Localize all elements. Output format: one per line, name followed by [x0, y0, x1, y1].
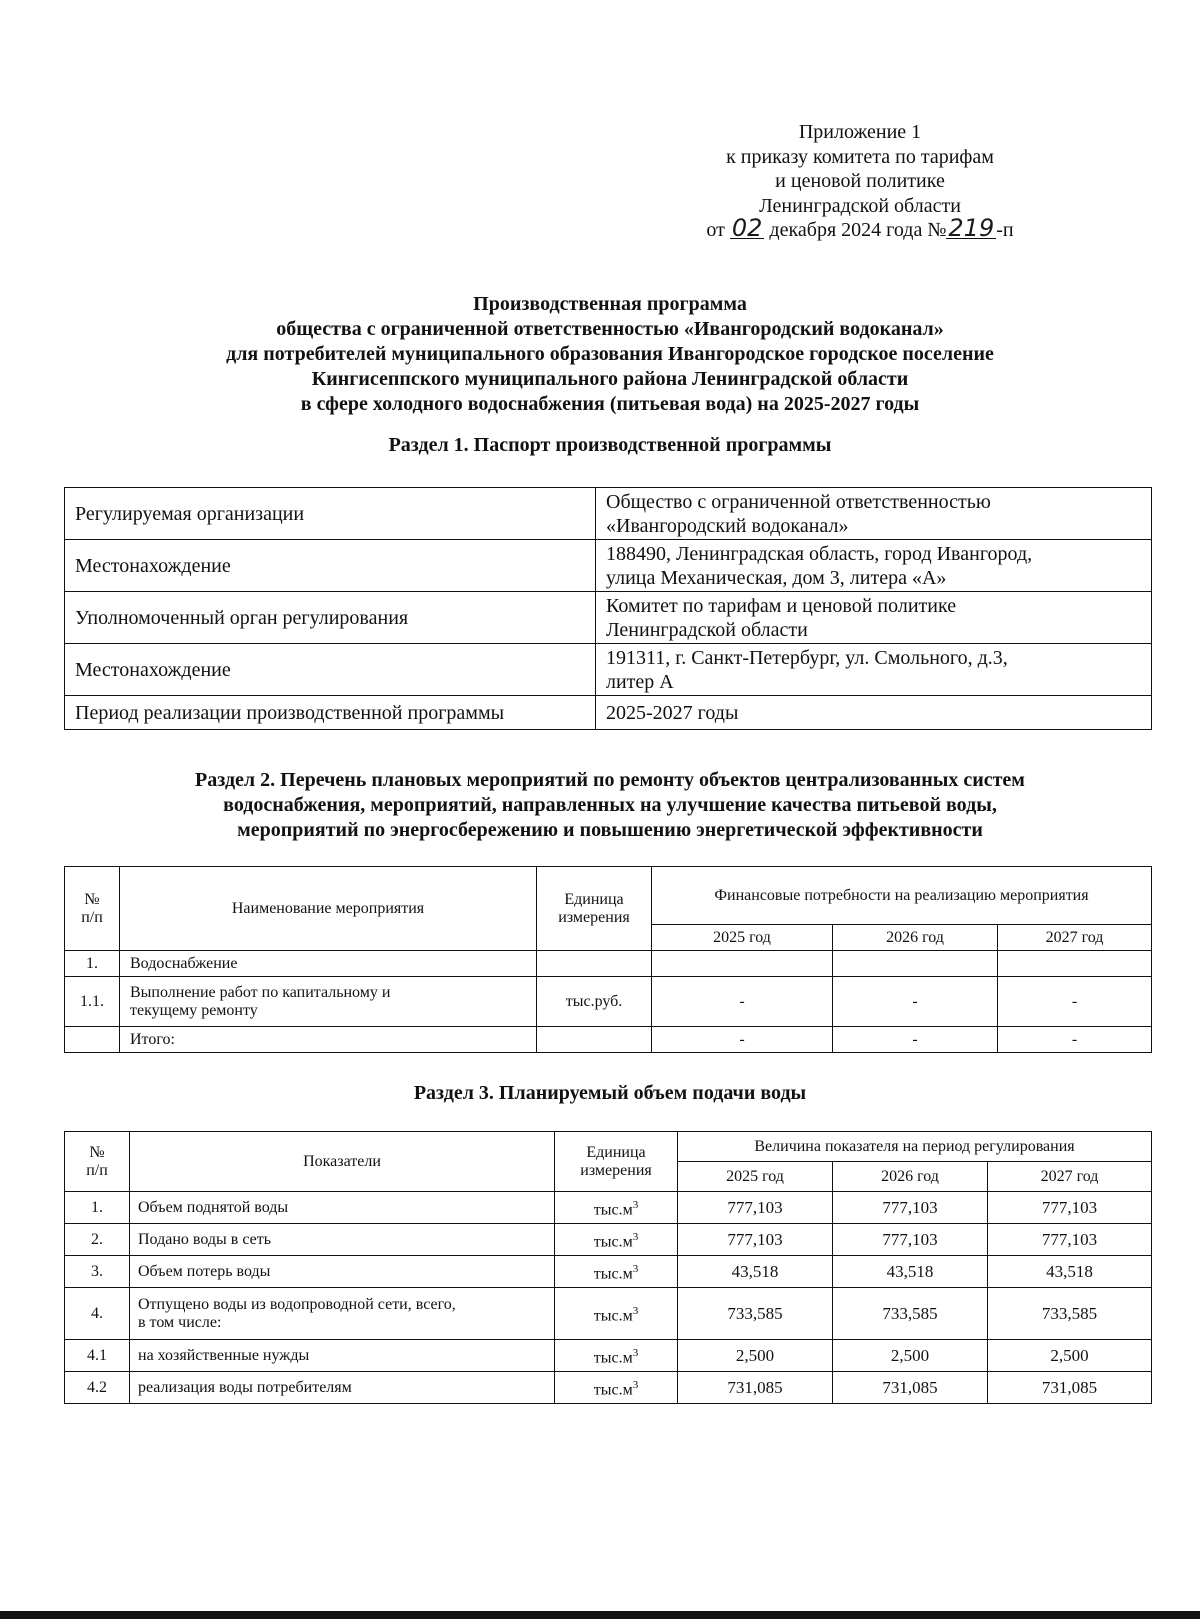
section2-heading-line-3: мероприятий по энергосбережению и повышению энергетической эффективности: [237, 819, 983, 841]
passport-key: Местонахождение: [65, 644, 596, 696]
cell-name-line: Отпущено воды из водопроводной сети, всего,: [138, 1295, 456, 1313]
cell-2027: 731,085: [988, 1372, 1152, 1404]
cell-2027: 43,518: [988, 1256, 1152, 1288]
col-header-num-line: п/п: [86, 1161, 108, 1179]
cell-name: Объем поднятой воды: [130, 1192, 555, 1224]
cell-2027: -: [998, 1027, 1152, 1053]
cell-name-line: в том числе:: [138, 1313, 222, 1331]
cell-2026: 733,585: [833, 1288, 988, 1340]
unit-sup: 3: [632, 1378, 639, 1391]
cell-unit: тыс.руб.: [537, 977, 652, 1027]
cell-name: Подано воды в сеть: [130, 1224, 555, 1256]
annex-order-number: 219: [948, 214, 995, 242]
unit-base: тыс.м: [593, 1349, 633, 1367]
cell-unit: [537, 1027, 652, 1053]
passport-key: Уполномоченный орган регулирования: [65, 592, 596, 644]
cell-unit: [555, 1192, 678, 1224]
cell-2026: 2,500: [833, 1340, 988, 1372]
col-header-num-line: №: [89, 1143, 105, 1161]
col-header-num-line: п/п: [81, 908, 103, 926]
scan-edge-line: [0, 1611, 1200, 1619]
passport-value: [596, 592, 1152, 644]
cell-2026: -: [833, 977, 998, 1027]
table-header-row: [65, 867, 1152, 925]
passport-key: Регулируемая организации: [65, 488, 596, 540]
unit-base: тыс.м: [593, 1201, 633, 1219]
cell-num: 4.1: [65, 1340, 130, 1372]
cell-name-line: Выполнение работ по капитальному и: [130, 983, 391, 1001]
program-title-line-5: в сфере холодного водоснабжения (питьевая вода) на 2025-2027 годы: [300, 393, 920, 415]
table-row: [65, 1027, 1152, 1053]
program-title-line-1: Производственная программа: [473, 293, 747, 315]
table-header-row: [65, 1132, 1152, 1162]
unit-sup: 3: [632, 1346, 639, 1359]
col-header-unit: [555, 1132, 678, 1192]
passport-table: [64, 487, 1152, 730]
passport-value: [596, 644, 1152, 696]
program-title-line-4: Кингисеппского муниципального района Ленинградской области: [311, 368, 909, 390]
cell-2025: 733,585: [678, 1288, 833, 1340]
passport-value-line: литер А: [606, 670, 674, 693]
cell-2025: 43,518: [678, 1256, 833, 1288]
program-title-line-2: общества с ограниченной ответственностью «Ивангородский водоканал»: [276, 318, 944, 340]
table-row: [65, 488, 1152, 540]
table-row: [65, 951, 1152, 977]
cell-unit: [555, 1340, 678, 1372]
cell-2026: 777,103: [833, 1192, 988, 1224]
unit-sup: 3: [632, 1198, 639, 1211]
cell-num: 4.2: [65, 1372, 130, 1404]
cell-2027: [998, 951, 1152, 977]
cell-num: [65, 1027, 120, 1053]
unit-sup: 3: [632, 1230, 639, 1243]
unit-base: тыс.м: [593, 1233, 633, 1251]
col-header-finance: Финансовые потребности на реализацию мероприятия: [652, 867, 1152, 925]
cell-name: на хозяйственные нужды: [130, 1340, 555, 1372]
passport-value-line: улица Механическая, дом 3, литера «А»: [606, 566, 947, 589]
annex-date-line: [660, 214, 1060, 243]
annex-date-prefix: от: [706, 219, 725, 241]
volume-table: [64, 1131, 1152, 1404]
cell-unit: [555, 1256, 678, 1288]
cell-2025: 777,103: [678, 1192, 833, 1224]
cell-2026: -: [833, 1027, 998, 1053]
program-title-line-3: для потребителей муниципального образования Ивангородское городское поселение: [226, 343, 994, 365]
passport-value-line: 191311, г. Санкт-Петербург, ул. Смольного, д.3,: [606, 646, 1008, 669]
passport-value: [596, 540, 1152, 592]
cell-2025: -: [652, 977, 833, 1027]
cell-num: 1.: [65, 951, 120, 977]
annex-date-day: 02: [731, 214, 763, 242]
cell-name-line: текущему ремонту: [130, 1001, 258, 1019]
col-header-unit-line: измерения: [558, 908, 630, 926]
cell-2027: 777,103: [988, 1192, 1152, 1224]
annex-line-2: к приказу комитета по тарифам: [726, 145, 994, 168]
unit-base: тыс.м: [593, 1265, 633, 1283]
table-row: [65, 1288, 1152, 1340]
cell-2025: -: [652, 1027, 833, 1053]
col-header-2027: 2027 год: [988, 1162, 1152, 1192]
table-row: [65, 1224, 1152, 1256]
passport-key: Период реализации производственной программы: [65, 696, 596, 730]
passport-value-line: «Ивангородский водоканал»: [606, 514, 849, 537]
col-header-num: [65, 867, 120, 951]
passport-value-line: Общество с ограниченной ответственностью: [606, 490, 991, 513]
col-header-period: Величина показателя на период регулирования: [678, 1132, 1152, 1162]
section2-heading: [60, 768, 1160, 843]
unit-base: тыс.м: [593, 1307, 633, 1325]
col-header-name: Показатели: [130, 1132, 555, 1192]
col-header-2027: 2027 год: [998, 925, 1152, 951]
table-row: [65, 540, 1152, 592]
cell-name: Итого:: [120, 1027, 537, 1053]
cell-num: 3.: [65, 1256, 130, 1288]
col-header-unit-line: измерения: [580, 1161, 652, 1179]
col-header-num-line: №: [84, 890, 100, 908]
passport-value-line: 188490, Ленинградская область, город Ивангород,: [606, 542, 1033, 565]
cell-name: реализация воды потребителям: [130, 1372, 555, 1404]
section1-heading: Раздел 1. Паспорт производственной программы: [388, 434, 832, 456]
cell-2026: 731,085: [833, 1372, 988, 1404]
program-title: [60, 292, 1160, 417]
cell-2025: 731,085: [678, 1372, 833, 1404]
cell-name: [120, 977, 537, 1027]
section2-heading-line-1: Раздел 2. Перечень плановых мероприятий по ремонту объектов централизованных систем: [195, 769, 1025, 791]
cell-unit: [555, 1372, 678, 1404]
col-header-2025: 2025 год: [652, 925, 833, 951]
table-row: [65, 1192, 1152, 1224]
table-row: [65, 1256, 1152, 1288]
unit-sup: 3: [632, 1262, 639, 1275]
cell-2025: 777,103: [678, 1224, 833, 1256]
annex-line-1: Приложение 1: [798, 121, 922, 143]
cell-2027: 733,585: [988, 1288, 1152, 1340]
cell-name: Объем потерь воды: [130, 1256, 555, 1288]
table-row: [65, 592, 1152, 644]
col-header-num: [65, 1132, 130, 1192]
cell-name: Водоснабжение: [120, 951, 537, 977]
section2-heading-line-2: водоснабжения, мероприятий, направленных на улучшение качества питьевой воды,: [223, 794, 997, 816]
unit-base: тыс.м: [593, 1381, 633, 1399]
annex-line-3: и ценовой политике: [775, 170, 945, 192]
cell-2025: [652, 951, 833, 977]
col-header-2025: 2025 год: [678, 1162, 833, 1192]
col-header-unit-line: Единица: [586, 1143, 646, 1161]
passport-value: [596, 488, 1152, 540]
measures-table: [64, 866, 1152, 1053]
passport-value-line: Ленинградской области: [606, 618, 808, 641]
cell-num: 1.1.: [65, 977, 120, 1027]
passport-value-line: Комитет по тарифам и ценовой политике: [606, 594, 957, 617]
cell-name: [130, 1288, 555, 1340]
table-row: [65, 977, 1152, 1027]
passport-key: Местонахождение: [65, 540, 596, 592]
cell-2027: -: [998, 977, 1152, 1027]
annex-order-suffix: -п: [996, 219, 1014, 241]
cell-2027: 2,500: [988, 1340, 1152, 1372]
table-row: [65, 1340, 1152, 1372]
cell-2026: 43,518: [833, 1256, 988, 1288]
col-header-unit-line: Единица: [564, 890, 624, 908]
cell-num: 2.: [65, 1224, 130, 1256]
cell-unit: [555, 1224, 678, 1256]
passport-value: 2025-2027 годы: [596, 696, 1152, 730]
cell-2026: 777,103: [833, 1224, 988, 1256]
cell-num: 4.: [65, 1288, 130, 1340]
col-header-2026: 2026 год: [833, 1162, 988, 1192]
section3-heading: Раздел 3. Планируемый объем подачи воды: [413, 1082, 807, 1104]
cell-num: 1.: [65, 1192, 130, 1224]
cell-unit: [555, 1288, 678, 1340]
col-header-unit: [537, 867, 652, 951]
table-row: [65, 1372, 1152, 1404]
unit-sup: 3: [632, 1304, 639, 1317]
cell-2027: 777,103: [988, 1224, 1152, 1256]
table-row: [65, 644, 1152, 696]
col-header-2026: 2026 год: [833, 925, 998, 951]
table-row: [65, 696, 1152, 730]
annex-line-4: Ленинградской области: [759, 194, 961, 217]
cell-unit: [537, 951, 652, 977]
cell-2026: [833, 951, 998, 977]
annex-date-middle: декабря 2024 года №: [769, 219, 947, 241]
cell-2025: 2,500: [678, 1340, 833, 1372]
annex-header: [660, 120, 1060, 243]
col-header-name: Наименование мероприятия: [120, 867, 537, 951]
